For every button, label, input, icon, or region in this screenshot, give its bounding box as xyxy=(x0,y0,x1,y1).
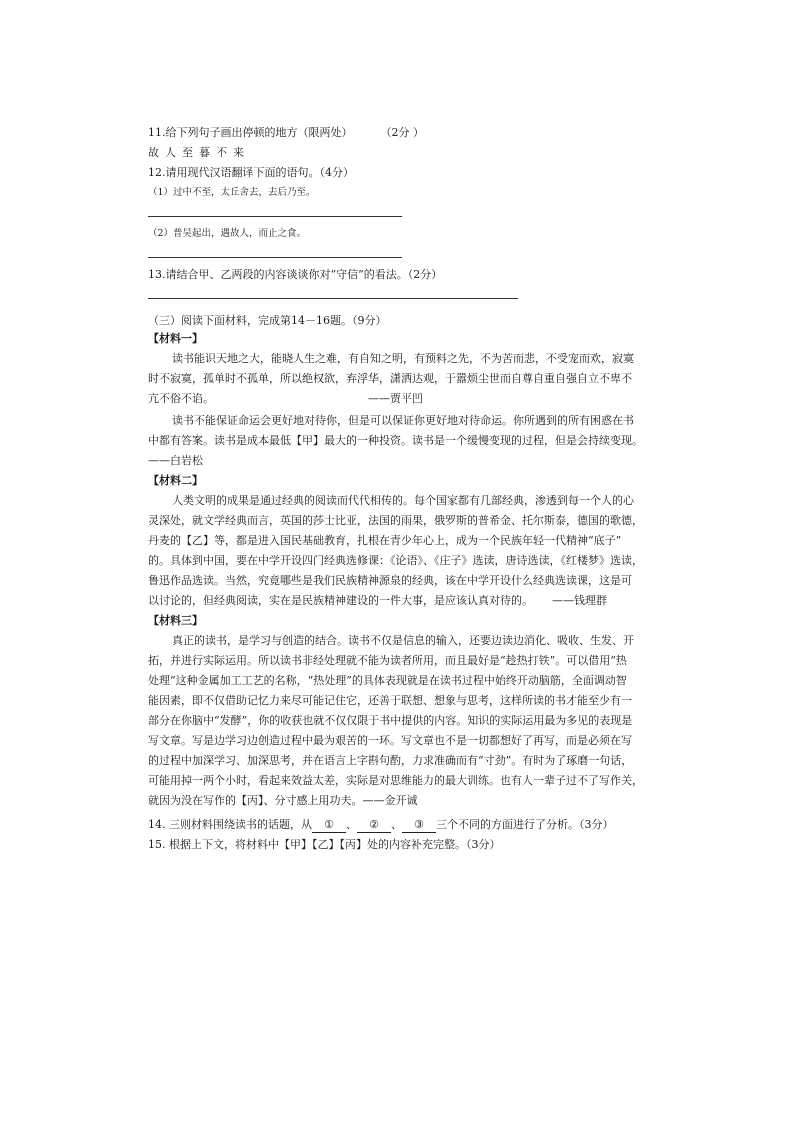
q14-pre: 14. 三则材料围绕读书的话题，从 xyxy=(148,818,312,831)
q11-prompt-line xyxy=(148,126,424,140)
q14-post: 三个不同的方面进行了分析。（3分） xyxy=(436,818,614,831)
m2-line: 以讨论的，但经典阅读，实在是民族精神建设的一件大事，是应该认真对待的。 xyxy=(148,594,533,607)
q11-sentence: 故人至暮不来 xyxy=(148,146,250,159)
m1-line: 读书不能保证命运会更好地对待你，但是可以保证你更好地对待命运。你所遇到的所有困惑在书 xyxy=(172,414,634,427)
m3-line: 部分在你脑中“发酵”，你的收获也就不仅仅限于书中提供的内容。知识的实际运用最为多见的表现是 xyxy=(148,714,633,727)
q12-answer-line-1 xyxy=(148,216,402,217)
m2-label: 【材料二】 xyxy=(148,474,203,487)
q14-sep: 、 xyxy=(391,818,402,831)
m2-line: 人类文明的成果是通过经典的阅读而代代相传的。每个国家都有几部经典，渗透到每一个人的心 xyxy=(172,494,634,507)
m1-author-2: ——白岩松 xyxy=(148,454,203,467)
m3-line: 真正的读书，是学习与创造的结合。读书不仅是信息的输入，还要边读边消化、吸收、生发、开 xyxy=(172,634,634,647)
m1-line: 时不寂寞，孤单时不孤单，所以绝权欲，弃浮华，潇洒达观，于嚣烦尘世而自尊自重自强自立不卑不 xyxy=(148,372,632,385)
m2-line: 灵深处，就文学经典而言，英国的莎士比亚，法国的雨果，俄罗斯的普希金、托尔斯泰，德国的歌德， xyxy=(148,514,643,527)
m1-author-1: ——贾平凹 xyxy=(368,392,423,405)
q14-line xyxy=(148,818,614,833)
m2-line: 鲁迅作品选读。当然，究竟哪些是我们民族精神源泉的经典，该在中学开设什么经典选读课，这是可 xyxy=(148,574,632,587)
m1-label: 【材料一】 xyxy=(148,332,203,345)
m3-label: 【材料三】 xyxy=(148,614,203,627)
q14-blank-2[interactable]: ② xyxy=(357,818,391,833)
m1-line: 读书能识天地之大，能晓人生之难，有自知之明，有预料之先，不为苦而悲，不受宠而欢，寂寞 xyxy=(172,352,634,365)
m3-line: 可能用掉一两个小时，看起来效益太差，实际是对思维能力的最大训练。也有人一辈子过不了写作关， xyxy=(148,774,643,787)
m3-line: 的过程中加深学习、加深思考，并在语言上字斟句酌，力求准确而有“寸劲”。有时为了琢磨一句话， xyxy=(148,754,633,767)
q14-sep: 、 xyxy=(346,818,357,831)
q14-blank-3[interactable]: ③ xyxy=(402,818,436,833)
m2-author: ——钱理群 xyxy=(552,594,607,607)
q12-item1: （1）过中不至，太丘舍去，去后乃至。 xyxy=(148,187,316,198)
m3-line: 就因为没在写作的【丙】、分寸感上用功夫。——金开诚 xyxy=(148,794,418,807)
q11-score: （2分 ） xyxy=(380,126,424,139)
q14-blank-1[interactable]: ① xyxy=(312,818,346,833)
q13-prompt: 13.请结合甲、乙两段的内容谈谈你对“守信”的看法。（2分） xyxy=(148,268,443,281)
m3-line: 处理”这种金属加工工艺的名称，“热处理”的具体表现就是在读书过程中始终开动脑筋，全面调动智 xyxy=(148,674,627,687)
m1-line: 亢不俗不谄。 xyxy=(148,392,214,405)
m3-line: 拓，并进行实际运用。所以读书非经处理就不能为读者所用，而且最好是“趁热打铁”。可以借用“热 xyxy=(148,654,627,667)
q15-prompt: 15. 根据上下文，将材料中【甲】【乙】【丙】处的内容补充完整。（3分） xyxy=(148,838,501,851)
q12-item2: （2）普吴起出，遇故人，而止之食。 xyxy=(148,228,307,239)
m1-line: 中都有答案。读书是成本最低【甲】最大的一种投资。读书是一个缓慢变现的过程，但是会持续变现。 xyxy=(148,434,643,447)
m2-line: 丹麦的【乙】等，都是进入国民基础教育，扎根在青少年心上，成为一个民族年轻一代精神“底子” xyxy=(148,534,622,547)
m2-line: 的。具体到中国，要在中学开设四门经典选修课：《论语》、《庄子》选读，唐诗选读，《红楼梦》选读， xyxy=(148,554,643,567)
q12-answer-line-2 xyxy=(148,257,402,258)
q12-prompt: 12.请用现代汉语翻译下面的语句。（4分） xyxy=(148,166,354,179)
q13-answer-line xyxy=(148,298,518,299)
m3-line: 能因素，即不仅借助记忆力来尽可能记住它，还善于联想、想象与思考，这样所读的书才能至少有一 xyxy=(148,694,632,707)
m3-line: 写文章。写是边学习边创造过程中最为艰苦的一环。写文章也不是一切都想好了再写，而是必须在写 xyxy=(148,734,632,747)
section3-heading: （三）阅读下面材料，完成第14－16题。（9分） xyxy=(148,314,387,327)
q11-prompt: 11.给下列句子画出停顿的地方（限两处） xyxy=(148,126,353,139)
